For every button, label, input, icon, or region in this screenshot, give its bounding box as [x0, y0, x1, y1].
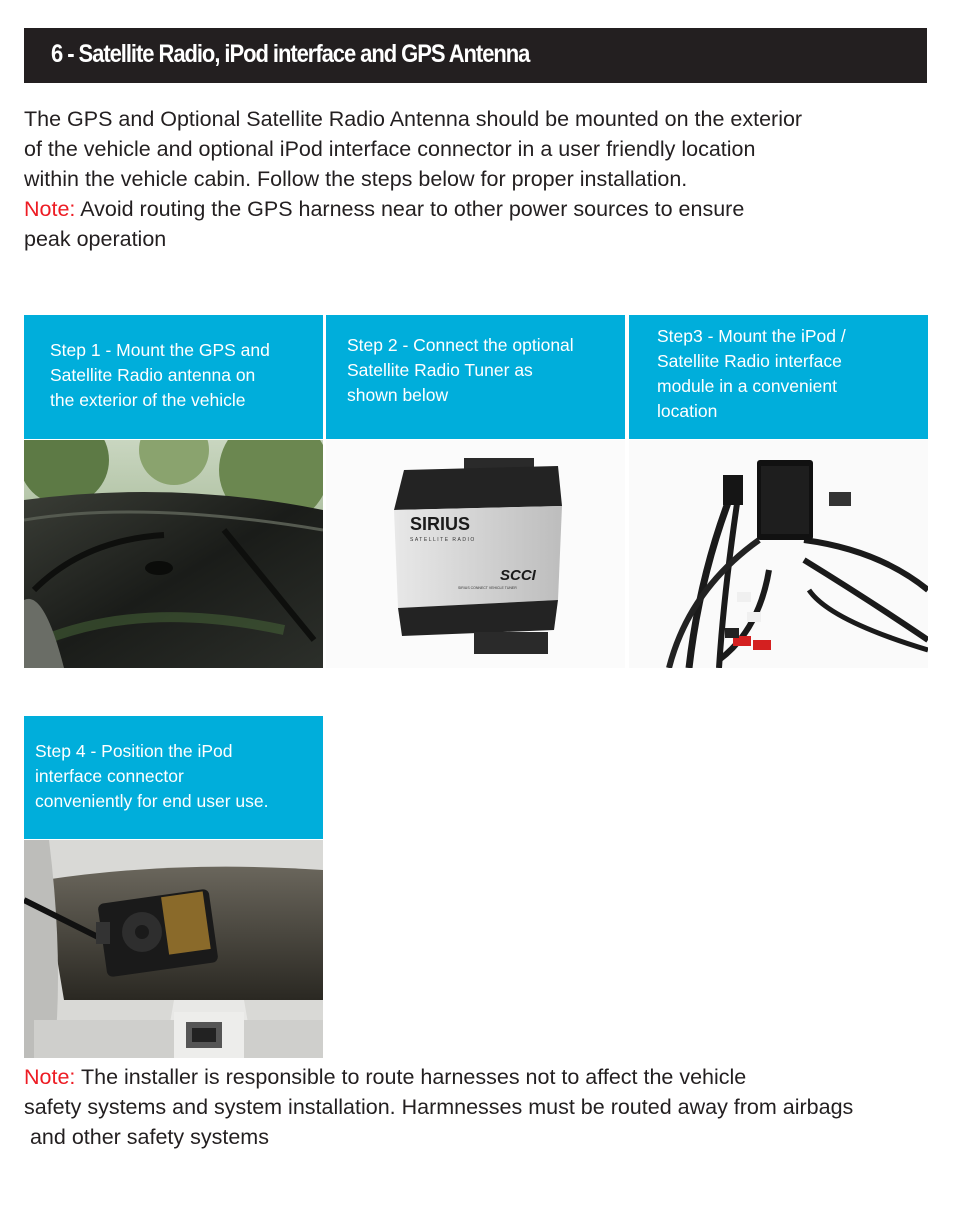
- section-header: [24, 28, 927, 83]
- footer-note-text: The installer is responsible to route harnesses not to affect the vehicle: [80, 1065, 747, 1089]
- intro-paragraph: [24, 104, 949, 254]
- section-title: 6 - Satellite Radio, iPod interface and GPS Antenna: [51, 40, 530, 68]
- step-3-line: module in a convenient: [657, 376, 837, 396]
- step-2-caption: [326, 315, 625, 439]
- step-1-line: Step 1 - Mount the GPS and: [50, 340, 270, 360]
- step-4-line: conveniently for end user use.: [35, 791, 269, 811]
- step-3-line: Step3 - Mount the iPod /: [657, 326, 846, 346]
- step-2-line: Satellite Radio Tuner as: [347, 360, 533, 380]
- step-3-line: Satellite Radio interface: [657, 351, 842, 371]
- note-text: Avoid routing the GPS harness near to other power sources to ensure: [80, 197, 745, 221]
- step-3-caption: [629, 315, 928, 439]
- step-1-caption: [24, 315, 323, 439]
- footer-note-line: [24, 1062, 949, 1092]
- step-4-line: interface connector: [35, 766, 184, 786]
- note-label: Note:: [24, 197, 76, 221]
- footer-note: [24, 1062, 949, 1152]
- tuner-model: SCCI: [500, 567, 536, 584]
- step-4-caption: [24, 716, 323, 839]
- step-2-line: Step 2 - Connect the optional: [347, 335, 574, 355]
- footer-note-line: and other safety systems: [24, 1125, 269, 1149]
- intro-note: [24, 194, 949, 224]
- step-1-line: Satellite Radio antenna on: [50, 365, 256, 385]
- step-1-line: the exterior of the vehicle: [50, 390, 246, 410]
- tuner-brand: SIRIUS: [410, 514, 471, 534]
- footer-note-line: safety systems and system installation. Harmnesses must be routed away from airbags: [24, 1095, 854, 1119]
- intro-note-line: peak operation: [24, 227, 167, 251]
- intro-line: of the vehicle and optional iPod interface connector in a user friendly location: [24, 137, 756, 161]
- intro-line: within the vehicle cabin. Follow the steps below for proper installation.: [24, 167, 688, 191]
- satellite-tuner-photo: [326, 440, 625, 668]
- ipod-connector-photo: [24, 840, 323, 1058]
- car-roof-antenna-photo: [24, 440, 323, 668]
- tuner-brand-sub: SATELLITE RADIO: [410, 537, 476, 543]
- intro-line: The GPS and Optional Satellite Radio Antenna should be mounted on the exterior: [24, 107, 803, 131]
- interface-module-photo: [629, 440, 928, 668]
- step-2-line: shown below: [347, 385, 449, 405]
- note-label: Note:: [24, 1065, 76, 1089]
- tuner-model-sub: SIRIUS CONNECT VEHICLE TUNER: [458, 586, 517, 590]
- step-4-line: Step 4 - Position the iPod: [35, 741, 233, 761]
- step-3-line: location: [657, 401, 718, 421]
